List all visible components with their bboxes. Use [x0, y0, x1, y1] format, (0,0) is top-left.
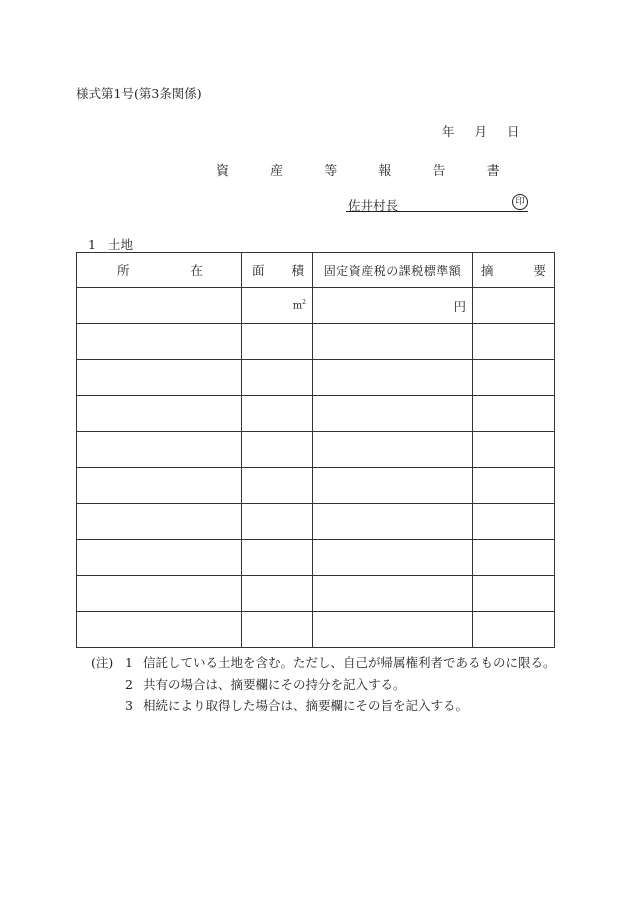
- note-number: 2: [125, 676, 133, 692]
- note-cell[interactable]: [473, 612, 555, 648]
- table-row: [77, 288, 555, 324]
- value-cell[interactable]: [313, 612, 473, 648]
- value-cell[interactable]: [313, 396, 473, 432]
- table-row: [77, 432, 555, 468]
- note-cell[interactable]: [473, 468, 555, 504]
- header-value-text: 固定資産税の課税標準額: [323, 263, 462, 278]
- table-row: [77, 396, 555, 432]
- section-label: 土地: [107, 237, 133, 252]
- location-cell[interactable]: [77, 324, 242, 360]
- header-area: [242, 253, 313, 288]
- area-cell[interactable]: [242, 432, 313, 468]
- note-cell[interactable]: [473, 396, 555, 432]
- addressee-line: [346, 196, 528, 212]
- area-cell[interactable]: [242, 540, 313, 576]
- date-year: 年: [442, 124, 455, 139]
- value-cell[interactable]: [313, 360, 473, 396]
- land-table: [76, 252, 555, 648]
- area-cell[interactable]: [242, 468, 313, 504]
- area-cell[interactable]: [242, 288, 313, 324]
- section-heading: [88, 235, 133, 253]
- value-cell[interactable]: [313, 504, 473, 540]
- header-location-1: 所: [117, 263, 130, 278]
- area-cell[interactable]: [242, 504, 313, 540]
- note-cell[interactable]: [473, 288, 555, 324]
- table-row: [77, 468, 555, 504]
- note-cell[interactable]: [473, 324, 555, 360]
- note-text: 相続により取得した場合は、摘要欄にその旨を記入する。: [143, 698, 469, 713]
- table-row: [77, 324, 555, 360]
- area-cell[interactable]: [242, 396, 313, 432]
- notes-label: (注): [91, 655, 114, 670]
- table-row: [77, 504, 555, 540]
- note-text: 信託している土地を含む。ただし、自己が帰属権利者であるものに限る。: [143, 655, 556, 670]
- area-cell[interactable]: [242, 576, 313, 612]
- date-line: [442, 122, 520, 140]
- location-cell[interactable]: [77, 468, 242, 504]
- location-cell[interactable]: [77, 288, 242, 324]
- location-cell[interactable]: [77, 360, 242, 396]
- table-row: [77, 612, 555, 648]
- header-location: [77, 253, 242, 288]
- location-cell[interactable]: [77, 396, 242, 432]
- form-number: 様式第1号(第3条関係): [76, 86, 202, 101]
- note-cell[interactable]: [473, 540, 555, 576]
- addressee-name: 佐井村長: [348, 198, 399, 213]
- note-item: [91, 652, 556, 674]
- note-number: 3: [125, 698, 133, 713]
- value-cell[interactable]: [313, 576, 473, 612]
- table-header-row: [77, 253, 555, 288]
- note-cell[interactable]: [473, 360, 555, 396]
- table-row: [77, 540, 555, 576]
- note-item: [91, 674, 556, 696]
- header-note-1: 摘: [481, 263, 494, 278]
- area-cell[interactable]: [242, 360, 313, 396]
- location-cell[interactable]: [77, 612, 242, 648]
- value-cell[interactable]: [313, 432, 473, 468]
- note-number: 1: [125, 655, 133, 670]
- value-cell[interactable]: [313, 540, 473, 576]
- value-unit: 円: [453, 298, 466, 314]
- value-cell[interactable]: [313, 468, 473, 504]
- table-row: [77, 360, 555, 396]
- location-cell[interactable]: [77, 504, 242, 540]
- note-cell[interactable]: [473, 504, 555, 540]
- note-item: [91, 695, 556, 717]
- value-cell[interactable]: [313, 288, 473, 324]
- header-location-2: 在: [190, 263, 203, 278]
- area-unit: m: [292, 300, 303, 312]
- notes-block: [91, 652, 556, 717]
- seal-mark: 印: [512, 194, 528, 210]
- header-note: [473, 253, 555, 288]
- date-month: 月: [474, 124, 488, 139]
- header-note-2: 要: [533, 263, 546, 278]
- header-area-1: 面: [252, 263, 265, 278]
- note-cell[interactable]: [473, 576, 555, 612]
- area-unit-sup: 2: [302, 299, 306, 307]
- area-cell[interactable]: [242, 324, 313, 360]
- location-cell[interactable]: [77, 576, 242, 612]
- header-value: [313, 253, 473, 288]
- note-text: 共有の場合は、摘要欄にその持分を記入する。: [143, 676, 406, 692]
- table-row: [77, 576, 555, 612]
- location-cell[interactable]: [77, 540, 242, 576]
- document-title: 資 産 等 報 告 書: [216, 164, 519, 179]
- area-cell[interactable]: [242, 612, 313, 648]
- note-cell[interactable]: [473, 432, 555, 468]
- date-day: 日: [507, 124, 520, 139]
- section-number: 1: [88, 237, 96, 252]
- location-cell[interactable]: [77, 432, 242, 468]
- value-cell[interactable]: [313, 324, 473, 360]
- header-area-2: 積: [291, 263, 304, 278]
